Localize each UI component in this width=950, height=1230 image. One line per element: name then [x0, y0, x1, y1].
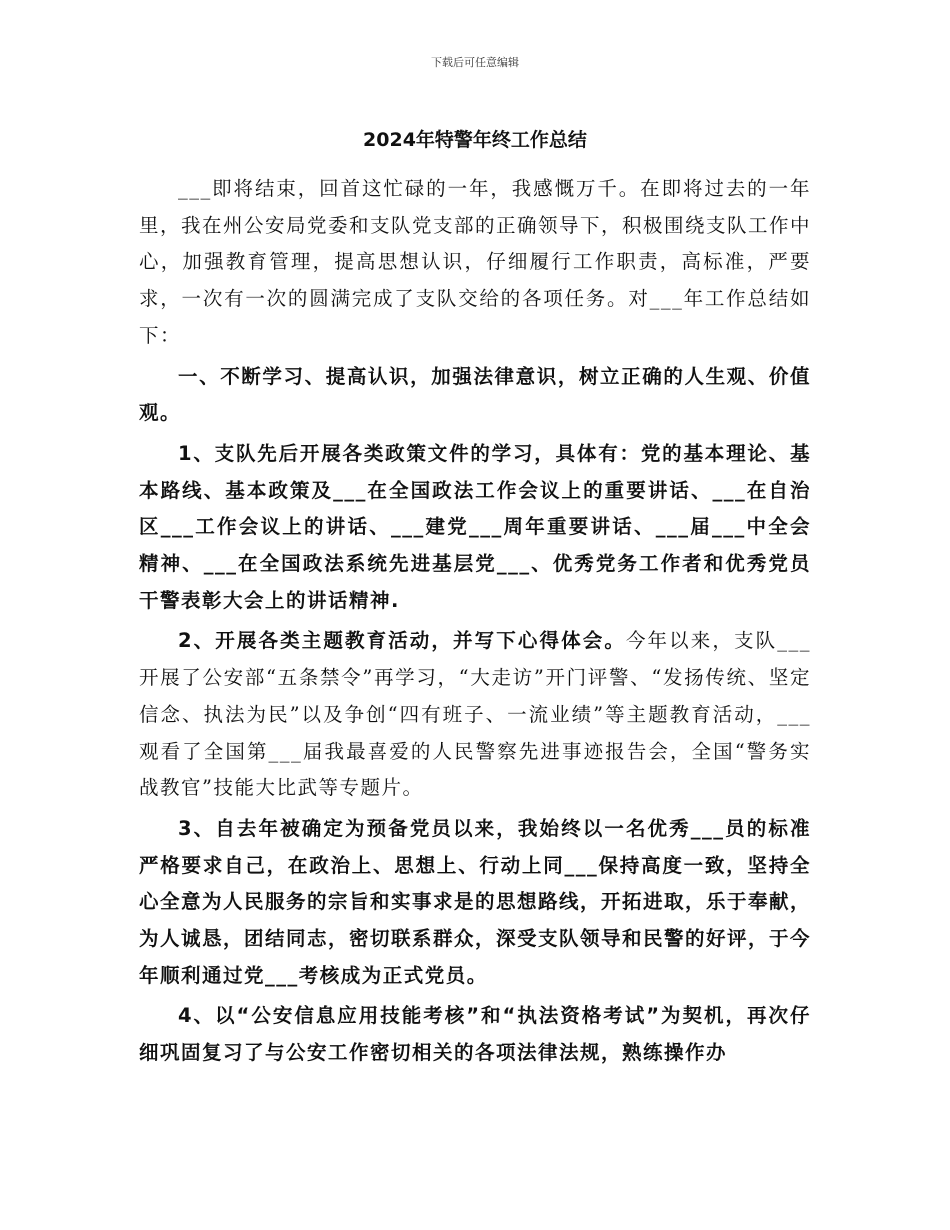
paragraph-intro: ___即将结束，回首这忙碌的一年，我感慨万千。在即将过去的一年里，我在州公安局党委和支队党支部的正确领导下，积极围绕支队工作中心，加强教育管理，提高思想认识，仔细履行工作职责，高标准，严要求，一次有一次的圆满完成了支队交给的各项任务。对___年工作总结如下：: [139, 177, 812, 347]
document-body: [139, 171, 811, 1072]
section-heading-1: 一、不断学习、提高认识，加强法律意识，树立正确的人生观、价值观。: [139, 364, 811, 425]
document-title: 2024年特警年终工作总结: [363, 129, 587, 151]
paragraph-item-2-body: 今年以来，支队___开展了公安部“五条禁令”再学习，“大走访”开门评警、“发扬传统、坚定信念、执法为民”以及争创“四有班子、一流业绩”等主题教育活动，___观看了全国第___届我最喜爱的人民警察先进事迹报告会，全国“警务实战教官”技能大比武等专题片。: [139, 629, 811, 800]
paragraph-item-3: 3、自去年被确定为预备党员以来，我始终以一名优秀___员的标准严格要求自己，在政治上、思想上、行动上同___保持高度一致，坚持全心全意为人民服务的宗旨和实事求是的思想路线，开拓进取，乐于奉献，为人诚恳，团结同志，密切联系群众，深受支队领导和民警的好评，于今年顺利通过党___考核成为正式党员。: [139, 816, 812, 987]
paragraph-item-2: [139, 623, 811, 807]
paragraph-item-2-lead: 2、开展各类主题教育活动，并写下心得体会。: [178, 629, 626, 653]
paragraph-item-1: 1、支队先后开展各类政策文件的学习，具体有：党的基本理论、基本路线、基本政策及___在全国政法工作会议上的重要讲话、___在自治区___工作会议上的讲话、___建党___周年重要讲话、___届___中全会精神、___在全国政法系统先进基层党___、优秀党务工作者和优秀党员干警表彰大会上的讲话精神.: [139, 441, 811, 612]
header-note: 下载后可任意编辑: [431, 56, 519, 69]
paragraph-item-4: 4、以“公安信息应用技能考核”和“执法资格考试”为契机，再次仔细巩固复习了与公安工作密切相关的各项法律法规，熟练操作办: [139, 1004, 811, 1065]
